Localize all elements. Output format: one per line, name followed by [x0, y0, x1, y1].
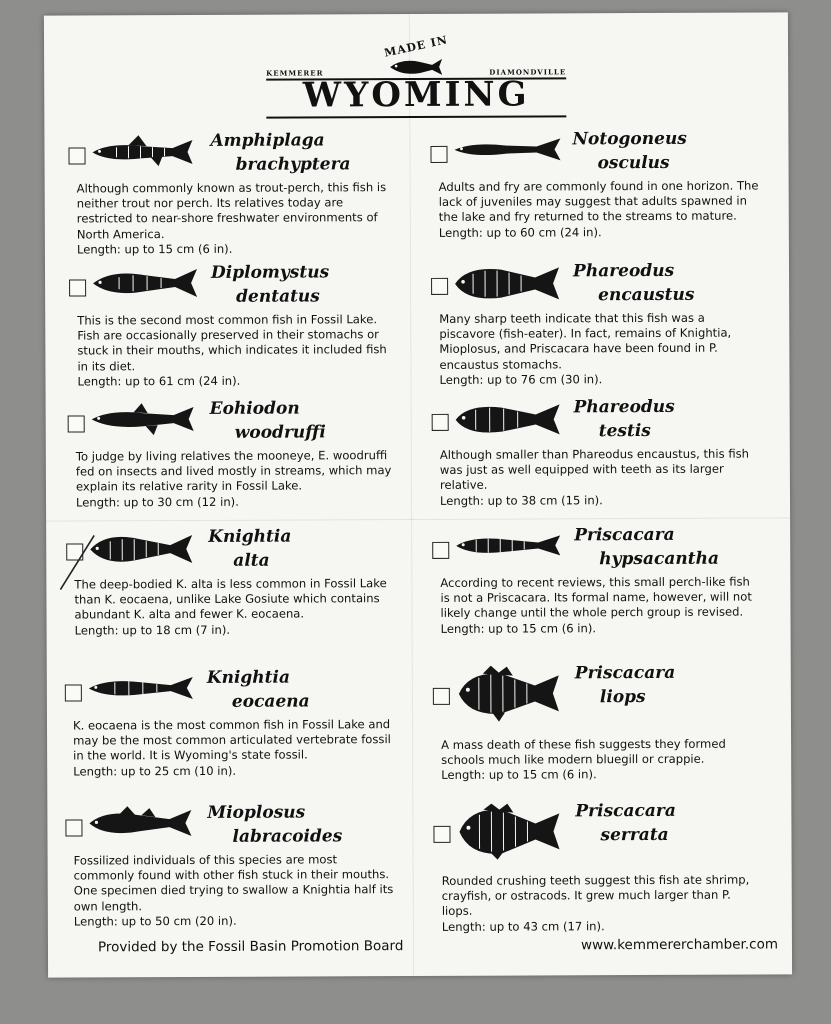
checkbox-phareodus-testis[interactable]: [432, 414, 449, 431]
description-text: Fossilized individuals of this species are most commonly found with other fish stuck in their mouths. One specimen died trying to swallow a Knightia half its own length.: [73, 852, 394, 914]
length-text: Length: up to 61 cm (24 in).: [77, 373, 241, 389]
species: brachyptera: [235, 154, 351, 175]
species-description: [440, 446, 762, 508]
species-name: [562, 126, 762, 175]
length-text: Length: up to 30 cm (12 in).: [75, 494, 239, 510]
genus: Priscacara: [574, 662, 676, 684]
diplomystus-fish-icon: [89, 265, 209, 302]
genus: Mioplosus: [207, 802, 306, 823]
checkbox-priscacara-serrata[interactable]: [433, 826, 450, 843]
phareodus-testis-fish-icon: [452, 399, 572, 440]
logo-town-diamondville: DIAMONDVILLE: [489, 67, 567, 77]
eohiodon-fish-icon: [88, 401, 208, 438]
description-text: A mass death of these fish suggests they formed schools much like modern bluegill or crappie.: [441, 736, 726, 768]
species-name: [564, 394, 764, 443]
species: dentatus: [236, 286, 320, 307]
genus: Phareodus: [573, 396, 675, 418]
species-description: [439, 311, 761, 388]
fish-entry-phareodus-encaustus: [431, 260, 761, 387]
description-text: K. eocaena is the most common fish in Fossil Lake and may be the most common articulated vertebrate fossil in the world. It is Wyoming's state fossil.: [72, 717, 391, 763]
checkbox-priscacara-hypsacantha[interactable]: [432, 542, 449, 559]
genus: Knightia: [206, 667, 291, 688]
length-text: Length: up to 43 cm (17 in).: [441, 918, 605, 934]
priscacara-hypsacantha-fish-icon: [452, 527, 572, 564]
species: eocaena: [231, 691, 310, 712]
fossil-checklist-sheet: [44, 12, 792, 977]
fish-entry-diplomystus: [69, 262, 399, 389]
fish-entry-mioplosus: [65, 802, 395, 929]
logo-town-kemmerer: KEMMERER: [266, 68, 324, 78]
species-description: [74, 576, 396, 638]
description-text: This is the second most common fish in Fossil Lake. Fish are occasionally preserved in their stomachs or stuck in their mouths, which indicates it included fish in its diet.: [77, 312, 387, 374]
species: serrata: [600, 824, 669, 846]
species-name: [200, 396, 400, 445]
species-description: [441, 736, 763, 783]
made-in-wyoming-logo: [266, 33, 567, 120]
description-text: The deep-bodied K. alta is less common in Fossil Lake than K. eocaena, unlike Lake Gosiute which contains abundant K. alta and fewer K. eocaena.: [74, 576, 387, 622]
checkbox-phareodus-encaustus[interactable]: [431, 278, 448, 295]
species-name: [197, 665, 397, 714]
fold-crease-vertical: [409, 14, 414, 976]
species-description: [74, 852, 396, 929]
fish-entry-priscacara-serrata: [433, 800, 763, 934]
genus: Knightia: [208, 526, 292, 547]
amphiplaga-fish-icon: [88, 133, 208, 170]
species-description: [440, 574, 762, 636]
fish-entry-knightia-eocaena: [65, 667, 395, 779]
species: woodruffi: [234, 422, 326, 443]
genus: Phareodus: [572, 260, 675, 282]
notogoneus-fish-icon: [450, 131, 570, 168]
length-text: Length: up to 18 cm (7 in).: [74, 622, 231, 638]
species-description: [77, 180, 399, 257]
fish-entry-eohiodon: [68, 398, 398, 510]
checkbox-diplomystus[interactable]: [69, 279, 86, 296]
fish-entry-knightia-alta: [66, 526, 396, 638]
length-text: Length: up to 25 cm (10 in).: [73, 763, 237, 779]
species-description: [442, 872, 764, 934]
length-text: Length: up to 60 cm (24 in).: [438, 224, 602, 240]
species-name: [565, 660, 765, 709]
fish-entry-notogoneus: [430, 128, 760, 240]
species: hypsacantha: [599, 548, 719, 570]
species-name: [563, 258, 763, 307]
species-name: [564, 522, 764, 571]
genus: Notogoneus: [572, 128, 687, 150]
length-text: Length: up to 50 cm (20 in).: [73, 913, 237, 929]
genus: Priscacara: [575, 800, 676, 822]
species-name: [197, 800, 397, 849]
description-text: Rounded crushing teeth suggest this fish ate shrimp, crayfish, or ostracods. It grew much larger than P. liops.: [441, 872, 750, 919]
length-text: Length: up to 15 cm (6 in).: [441, 767, 597, 783]
length-text: Length: up to 76 cm (30 in).: [439, 372, 603, 387]
fish-entry-priscacara-hypsacantha: [432, 524, 762, 636]
checkbox-amphiplaga[interactable]: [68, 147, 85, 164]
species-name: [565, 798, 765, 847]
genus: Eohiodon: [209, 398, 300, 419]
fish-entry-phareodus-testis: [432, 396, 762, 508]
fish-entry-amphiplaga: [68, 130, 398, 257]
genus: Amphiplaga: [210, 130, 325, 151]
length-text: Length: up to 38 cm (15 in).: [439, 492, 603, 508]
species-description: [73, 717, 395, 779]
checkbox-notogoneus[interactable]: [430, 146, 447, 163]
checkbox-eohiodon[interactable]: [68, 415, 85, 432]
description-text: To judge by living relatives the mooneye, E. woodruffi fed on insects and lived mostly in streams, which may explain its relative rarity in Fossil Lake.: [75, 448, 392, 494]
fish-entry-priscacara-liops: [433, 662, 763, 783]
description-text: Many sharp teeth indicate that this fish was a piscavore (fish-eater). In fact, remains of Knightia, Mioplosus, and Priscacara have been found in P. encaustus stomachs.: [439, 310, 732, 372]
logo-rule-bottom: [266, 115, 566, 118]
provided-by-text: Provided by the Fossil Basin Promotion Board: [97, 938, 404, 956]
description-text: Although commonly known as trout-perch, this fish is neither trout nor perch. Its relatives today are restricted to near-shore freshwater environments of North America.: [76, 180, 387, 242]
checkbox-knightia-eocaena[interactable]: [65, 684, 82, 701]
species-description: [76, 448, 398, 510]
knightia-alta-fish-icon: [86, 529, 206, 570]
description-text: Although smaller than Phareodus encaustus, this fish was just as well equipped with teeth as its larger relative.: [439, 446, 750, 493]
length-text: Length: up to 15 cm (6 in).: [440, 620, 597, 636]
description-text: According to recent reviews, this small perch-like fish is not a Priscacara. Its formal name, however, will not likely change until the whole perch group is revised.: [440, 574, 752, 621]
species: testis: [598, 420, 651, 442]
knightia-eocaena-fish-icon: [85, 670, 205, 707]
species: osculus: [597, 152, 670, 174]
species: liops: [599, 687, 646, 708]
species-name: [200, 128, 400, 177]
species: labracoides: [232, 826, 343, 847]
description-text: Adults and fry are commonly found in one horizon. The lack of juveniles may suggest that adults spawned in the lake and fry returned to the streams to mature.: [438, 178, 759, 225]
length-text: Length: up to 15 cm (6 in).: [76, 241, 233, 257]
footer: [97, 936, 778, 956]
phareodus-encaustus-fish-icon: [451, 263, 571, 304]
mioplosus-fish-icon: [85, 805, 205, 842]
species: alta: [233, 550, 270, 571]
species: encaustus: [598, 284, 695, 306]
species-name: [201, 260, 401, 309]
genus: Priscacara: [574, 524, 675, 546]
species-description: [439, 179, 761, 241]
logo-wyoming-text: WYOMING: [302, 74, 530, 116]
genus: Diplomystus: [210, 262, 330, 283]
priscacara-liops-fish-icon: [453, 665, 573, 722]
logo-made-in-text: MADE IN: [383, 33, 450, 60]
checkbox-mioplosus[interactable]: [65, 819, 82, 836]
checkbox-priscacara-liops[interactable]: [433, 688, 450, 705]
species-name: [198, 524, 398, 573]
fold-crease-horizontal: [46, 517, 790, 521]
species-description: [77, 312, 399, 389]
website-text: www.kemmererchamber.com: [580, 936, 778, 954]
priscacara-serrata-fish-icon: [453, 803, 573, 860]
